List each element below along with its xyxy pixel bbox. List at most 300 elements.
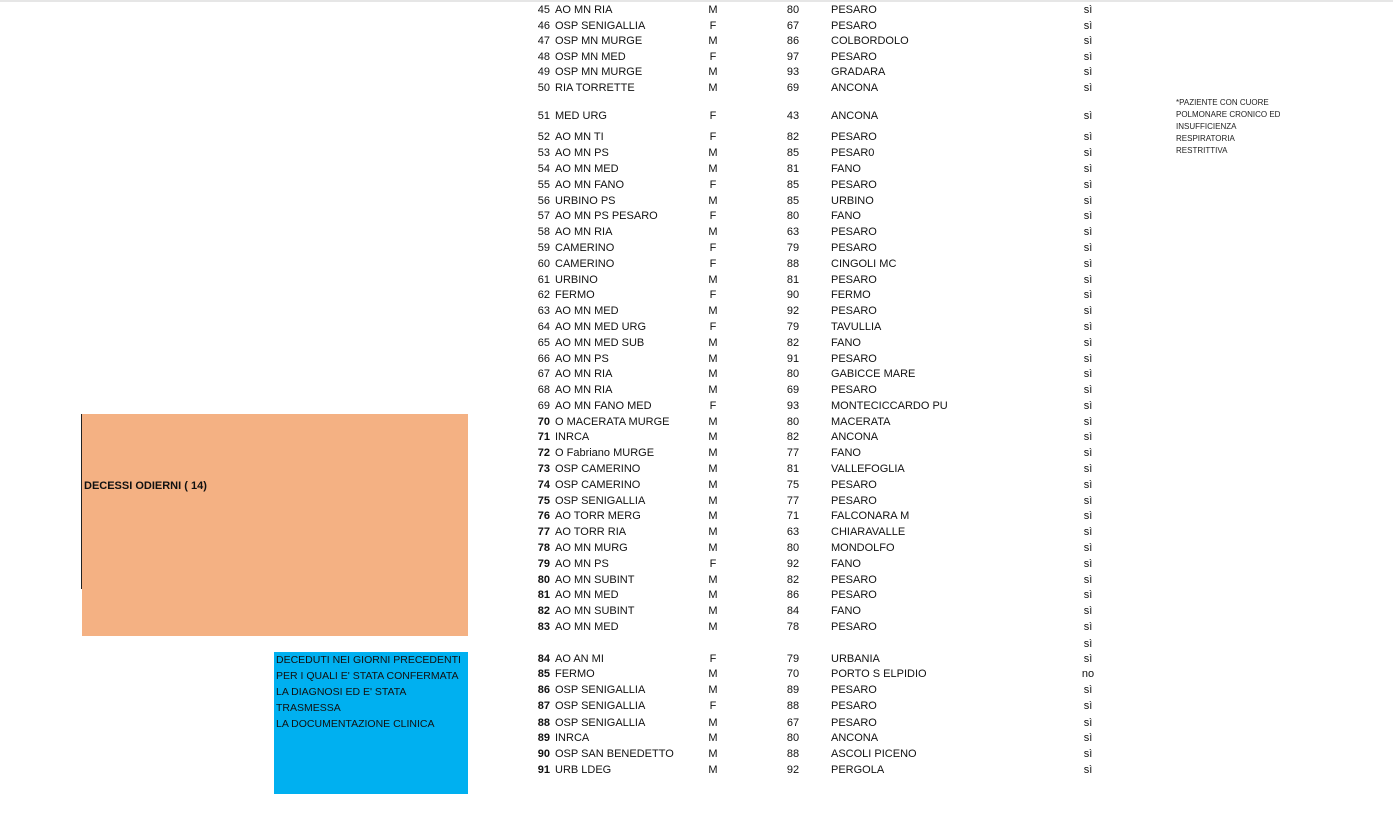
row-city: URBINO: [831, 195, 874, 207]
row-sex: M: [708, 542, 718, 554]
row-number: 64: [537, 321, 550, 333]
row-pathology: sì: [1083, 700, 1093, 712]
row-hospital: OSP CAMERINO: [555, 463, 641, 475]
row-number: 71: [537, 431, 550, 443]
row-sex: M: [708, 510, 718, 522]
row-number: 61: [537, 274, 550, 286]
row-age: 77: [786, 447, 800, 459]
row-hospital: AO MN RIA: [555, 384, 613, 396]
row-sex: M: [708, 479, 718, 491]
row-city: ANCONA: [831, 82, 879, 94]
row-sex: M: [708, 495, 718, 507]
row-city: PESARO: [831, 20, 877, 32]
table-row: [0, 319, 1393, 335]
row-age: 91: [786, 353, 800, 365]
row-city: PESARO: [831, 274, 877, 286]
row-city: PESARO: [831, 574, 877, 586]
row-city: ANCONA: [831, 110, 879, 122]
row-number: 45: [537, 4, 550, 16]
table-row: [0, 80, 1393, 96]
row-number: 87: [537, 700, 550, 712]
row-age: 63: [786, 226, 800, 238]
row-hospital: INRCA: [555, 732, 590, 744]
row-pathology: sì: [1083, 368, 1093, 380]
table-row: [0, 208, 1393, 224]
row-hospital: CAMERINO: [555, 258, 615, 270]
row-sex: M: [708, 431, 718, 443]
row-city: FALCONARA M: [831, 510, 910, 522]
row-hospital: AO MN SUBINT: [555, 605, 635, 617]
row-hospital: O MACERATA MURGE: [555, 416, 670, 428]
row-pathology: sì: [1083, 510, 1093, 522]
row-city: TAVULLIA: [831, 321, 882, 333]
row-age: 79: [786, 242, 800, 254]
row-city: ANCONA: [831, 431, 879, 443]
row-number: 68: [537, 384, 550, 396]
row-sex: M: [708, 717, 718, 729]
table-row: [0, 161, 1393, 177]
table-row: [0, 2, 1393, 18]
row-age: 43: [786, 110, 800, 122]
row-hospital: AO MN MURG: [555, 542, 628, 554]
row-number: 85: [537, 668, 550, 680]
row-pathology: sì: [1083, 574, 1093, 586]
row-hospital: AO MN PS PESARO: [555, 210, 658, 222]
row-number: 60: [537, 258, 550, 270]
row-age: 86: [786, 589, 800, 601]
table-row: [0, 240, 1393, 256]
table-row: [0, 193, 1393, 209]
row-hospital: AO MN MED URG: [555, 321, 647, 333]
row-age: 82: [786, 431, 800, 443]
row-sex: F: [709, 242, 717, 254]
row-hospital: AO MN FANO MED: [555, 400, 652, 412]
row-sex: M: [708, 621, 718, 633]
row-city: PESARO: [831, 242, 877, 254]
row-age: 79: [786, 653, 800, 665]
row-pathology: sì: [1083, 289, 1093, 301]
row-city: ANCONA: [831, 732, 879, 744]
row-pathology: sì: [1083, 416, 1093, 428]
row-city: PESARO: [831, 700, 877, 712]
row-city: FANO: [831, 210, 861, 222]
row-hospital: O Fabriano MURGE: [555, 447, 655, 459]
row-number: 54: [537, 163, 550, 175]
previous-days-label: DECEDUTI NEI GIORNI PRECEDENTI PER I QUALI E' STATA CONFERMATA LA DIAGNOSI ED E' STATA TRASMESSA LA DOCUMENTAZIONE CLINICA: [276, 654, 461, 730]
row-sex: F: [709, 258, 717, 270]
row-pathology: sì: [1083, 479, 1093, 491]
row-number: 83: [537, 621, 550, 633]
row-hospital: OSP SENIGALLIA: [555, 717, 646, 729]
row-pathology: sì: [1083, 526, 1093, 538]
row-pathology: no: [1081, 668, 1095, 680]
row-hospital: OSP SENIGALLIA: [555, 700, 646, 712]
row-number: 67: [537, 368, 550, 380]
row-city: PESARO: [831, 479, 877, 491]
row-hospital: URBINO: [555, 274, 598, 286]
row-sex: F: [709, 400, 717, 412]
row-number: 46: [537, 20, 550, 32]
row-city: PESAR0: [831, 147, 875, 159]
row-pathology: sì: [1083, 717, 1093, 729]
row-hospital: AO AN MI: [555, 653, 604, 665]
table-row: [0, 698, 1393, 714]
row-number: 91: [537, 764, 550, 776]
row-number: 62: [537, 289, 550, 301]
row-number: 80: [537, 574, 550, 586]
table-row: [0, 256, 1393, 272]
row-pathology: sì: [1083, 321, 1093, 333]
row-city: FANO: [831, 605, 861, 617]
row-sex: M: [708, 668, 718, 680]
row-hospital: AO MN MED: [555, 589, 619, 601]
row-age: 69: [786, 82, 800, 94]
row-sex: M: [708, 416, 718, 428]
row-hospital: AO MN MED SUB: [555, 337, 645, 349]
row-age: 90: [786, 289, 800, 301]
row-number: 49: [537, 66, 550, 78]
row-age: 63: [786, 526, 800, 538]
table-row: [0, 351, 1393, 367]
row-pathology: sì: [1083, 305, 1093, 317]
row-pathology: sì: [1083, 353, 1093, 365]
row-pathology: sì: [1083, 210, 1093, 222]
row-city: PESARO: [831, 384, 877, 396]
row-number: 57: [537, 210, 550, 222]
row-pathology: sì: [1083, 258, 1093, 270]
row-sex: M: [708, 195, 718, 207]
row-pathology: sì: [1083, 495, 1093, 507]
row-hospital: AO MN RIA: [555, 4, 613, 16]
table-row: [0, 64, 1393, 80]
extra-pathology-value: sì: [1083, 638, 1093, 650]
row-age: 92: [786, 764, 800, 776]
row-city: PERGOLA: [831, 764, 885, 776]
row-sex: F: [709, 289, 717, 301]
row-age: 85: [786, 179, 800, 191]
row-age: 93: [786, 66, 800, 78]
row-sex: F: [709, 110, 717, 122]
row-age: 82: [786, 574, 800, 586]
row-pathology: sì: [1083, 274, 1093, 286]
row-city: MONTECICCARDO PU: [831, 400, 948, 412]
row-city: MONDOLFO: [831, 542, 895, 554]
row-city: PESARO: [831, 226, 877, 238]
row-pathology: sì: [1083, 684, 1093, 696]
row-pathology: sì: [1083, 558, 1093, 570]
row-number: 55: [537, 179, 550, 191]
row-city: PESARO: [831, 4, 877, 16]
row-number: 58: [537, 226, 550, 238]
row-sex: M: [708, 764, 718, 776]
row-pathology: sì: [1083, 400, 1093, 412]
row-pathology: sì: [1083, 748, 1093, 760]
row-city: PESARO: [831, 684, 877, 696]
row-city: FANO: [831, 558, 861, 570]
row-number: 56: [537, 195, 550, 207]
table-row: [0, 715, 1393, 731]
row-pathology: sì: [1083, 732, 1093, 744]
row-sex: F: [709, 653, 717, 665]
row-city: MACERATA: [831, 416, 891, 428]
row-sex: M: [708, 82, 718, 94]
row-city: CHIARAVALLE: [831, 526, 906, 538]
row-age: 85: [786, 147, 800, 159]
row-city: PESARO: [831, 179, 877, 191]
row-city: PESARO: [831, 51, 877, 63]
row-pathology: sì: [1083, 653, 1093, 665]
row-hospital: URB LDEG: [555, 764, 612, 776]
row-number: 47: [537, 35, 550, 47]
row-number: 78: [537, 542, 550, 554]
row-pathology: sì: [1083, 384, 1093, 396]
row-pathology: sì: [1083, 51, 1093, 63]
today-deaths-border: [81, 414, 82, 589]
row-hospital: OSP CAMERINO: [555, 479, 641, 491]
row-city: GRADARA: [831, 66, 886, 78]
row-sex: M: [708, 353, 718, 365]
row-sex: M: [708, 384, 718, 396]
row-hospital: OSP MN MED: [555, 51, 626, 63]
row-pathology: sì: [1083, 35, 1093, 47]
row-pathology: sì: [1083, 621, 1093, 633]
row-hospital: MED URG: [555, 110, 607, 122]
row-pathology: sì: [1083, 163, 1093, 175]
row-age: 67: [786, 20, 800, 32]
row-number: 66: [537, 353, 550, 365]
table-row: [0, 287, 1393, 303]
row-city: FANO: [831, 337, 861, 349]
row-age: 80: [786, 732, 800, 744]
row-pathology: sì: [1083, 447, 1093, 459]
row-pathology: sì: [1083, 82, 1093, 94]
row-pathology: sì: [1083, 147, 1093, 159]
today-deaths-box: [82, 414, 468, 636]
table-row: [0, 666, 1393, 682]
row-number: 48: [537, 51, 550, 63]
row-sex: F: [709, 179, 717, 191]
row-hospital: OSP SENIGALLIA: [555, 20, 646, 32]
row-sex: M: [708, 732, 718, 744]
row-number: 72: [537, 447, 550, 459]
row-hospital: AO MN PS: [555, 558, 609, 570]
row-age: 82: [786, 337, 800, 349]
row-city: PESARO: [831, 131, 877, 143]
row-age: 67: [786, 717, 800, 729]
row-age: 86: [786, 35, 800, 47]
row-sex: M: [708, 226, 718, 238]
row-number: 69: [537, 400, 550, 412]
row-number: 74: [537, 479, 550, 491]
row-pathology: sì: [1083, 179, 1093, 191]
row-sex: M: [708, 684, 718, 696]
row-city: CINGOLI MC: [831, 258, 897, 270]
row-age: 88: [786, 748, 800, 760]
row-city: ASCOLI PICENO: [831, 748, 917, 760]
row-hospital: OSP SENIGALLIA: [555, 495, 646, 507]
table-row: [0, 33, 1393, 49]
table-row: [0, 382, 1393, 398]
row-number: 84: [537, 653, 550, 665]
row-sex: M: [708, 605, 718, 617]
table-row: [0, 366, 1393, 382]
row-sex: M: [708, 66, 718, 78]
row-hospital: URBINO PS: [555, 195, 616, 207]
row-pathology: sì: [1083, 463, 1093, 475]
row-hospital: AO MN RIA: [555, 368, 613, 380]
row-city: FANO: [831, 447, 861, 459]
row-hospital: CAMERINO: [555, 242, 615, 254]
row-city: PESARO: [831, 495, 877, 507]
table-row: [0, 18, 1393, 34]
row-pathology: sì: [1083, 131, 1093, 143]
table-row: [0, 303, 1393, 319]
row-hospital: OSP MN MURGE: [555, 66, 643, 78]
row-sex: F: [709, 210, 717, 222]
row-pathology: sì: [1083, 242, 1093, 254]
row-pathology: sì: [1083, 226, 1093, 238]
row-number: 59: [537, 242, 550, 254]
row-hospital: AO MN SUBINT: [555, 574, 635, 586]
row-age: 97: [786, 51, 800, 63]
row-age: 88: [786, 258, 800, 270]
row-age: 81: [786, 463, 800, 475]
row-sex: F: [709, 321, 717, 333]
row-sex: M: [708, 589, 718, 601]
table-row: [0, 651, 1393, 667]
row-hospital: AO MN TI: [555, 131, 604, 143]
row-age: 69: [786, 384, 800, 396]
row-sex: M: [708, 463, 718, 475]
row-number: 88: [537, 717, 550, 729]
row-city: VALLEFOGLIA: [831, 463, 905, 475]
row-city: FANO: [831, 163, 861, 175]
row-city: PESARO: [831, 621, 877, 633]
row-sex: M: [708, 305, 718, 317]
row-sex: M: [708, 4, 718, 16]
row-age: 85: [786, 195, 800, 207]
row-sex: M: [708, 163, 718, 175]
table-row: [0, 746, 1393, 762]
row-hospital: OSP MN MURGE: [555, 35, 643, 47]
row-number: 89: [537, 732, 550, 744]
row-age: 92: [786, 305, 800, 317]
row-age: 80: [786, 416, 800, 428]
row-number: 75: [537, 495, 550, 507]
row-age: 71: [786, 510, 800, 522]
today-deaths-label: DECESSI ODIERNI ( 14): [84, 480, 207, 492]
row-hospital: AO MN MED: [555, 621, 619, 633]
row-age: 75: [786, 479, 800, 491]
row-pathology: sì: [1083, 110, 1093, 122]
table-row: [0, 49, 1393, 65]
row-sex: M: [708, 526, 718, 538]
row-age: 80: [786, 4, 800, 16]
row-number: 73: [537, 463, 550, 475]
row-number: 77: [537, 526, 550, 538]
row-pathology: sì: [1083, 4, 1093, 16]
row-age: 70: [786, 668, 800, 680]
row-sex: M: [708, 447, 718, 459]
table-row: [0, 224, 1393, 240]
row-number: 82: [537, 605, 550, 617]
row-city: PESARO: [831, 305, 877, 317]
row-number: 53: [537, 147, 550, 159]
row-age: 93: [786, 400, 800, 412]
row-age: 78: [786, 621, 800, 633]
row-sex: F: [709, 131, 717, 143]
row-pathology: sì: [1083, 605, 1093, 617]
row-age: 81: [786, 274, 800, 286]
row-number: 76: [537, 510, 550, 522]
row-age: 80: [786, 542, 800, 554]
row-pathology: sì: [1083, 195, 1093, 207]
row-age: 80: [786, 368, 800, 380]
patient-note: *PAZIENTE CON CUORE POLMONARE CRONICO ED INSUFFICIENZA RESPIRATORIA RESTRITTIVA: [1176, 98, 1281, 155]
row-age: 79: [786, 321, 800, 333]
table-row: [0, 335, 1393, 351]
row-hospital: AO MN PS: [555, 353, 609, 365]
row-hospital: AO TORR MERG: [555, 510, 641, 522]
row-hospital: FERMO: [555, 289, 595, 301]
row-hospital: AO MN FANO: [555, 179, 625, 191]
row-city: PESARO: [831, 717, 877, 729]
table-row: [0, 682, 1393, 698]
row-age: 88: [786, 700, 800, 712]
row-pathology: sì: [1083, 66, 1093, 78]
row-number: 50: [537, 82, 550, 94]
row-hospital: OSP SAN BENEDETTO: [555, 748, 674, 760]
row-hospital: AO MN MED: [555, 163, 619, 175]
table-row: [0, 762, 1393, 778]
row-sex: F: [709, 700, 717, 712]
row-number: 70: [537, 416, 550, 428]
table-row: [0, 177, 1393, 193]
row-city: PESARO: [831, 589, 877, 601]
row-city: GABICCE MARE: [831, 368, 916, 380]
row-pathology: sì: [1083, 337, 1093, 349]
row-hospital: AO TORR RIA: [555, 526, 627, 538]
row-age: 89: [786, 684, 800, 696]
row-number: 65: [537, 337, 550, 349]
row-hospital: AO MN PS: [555, 147, 609, 159]
row-pathology: sì: [1083, 589, 1093, 601]
row-sex: M: [708, 368, 718, 380]
row-number: 52: [537, 131, 550, 143]
row-sex: M: [708, 748, 718, 760]
row-pathology: sì: [1083, 431, 1093, 443]
row-city: PESARO: [831, 353, 877, 365]
row-pathology: sì: [1083, 764, 1093, 776]
row-pathology: sì: [1083, 542, 1093, 554]
row-number: 63: [537, 305, 550, 317]
row-sex: F: [709, 51, 717, 63]
row-sex: M: [708, 337, 718, 349]
row-sex: M: [708, 574, 718, 586]
row-city: PORTO S ELPIDIO: [831, 668, 927, 680]
row-age: 81: [786, 163, 800, 175]
row-city: URBANIA: [831, 653, 880, 665]
row-sex: F: [709, 558, 717, 570]
row-age: 77: [786, 495, 800, 507]
table-row: [0, 398, 1393, 414]
row-hospital: OSP SENIGALLIA: [555, 684, 646, 696]
row-hospital: RIA TORRETTE: [555, 82, 635, 94]
row-number: 90: [537, 748, 550, 760]
row-number: 86: [537, 684, 550, 696]
row-city: COLBORDOLO: [831, 35, 909, 47]
row-age: 84: [786, 605, 800, 617]
